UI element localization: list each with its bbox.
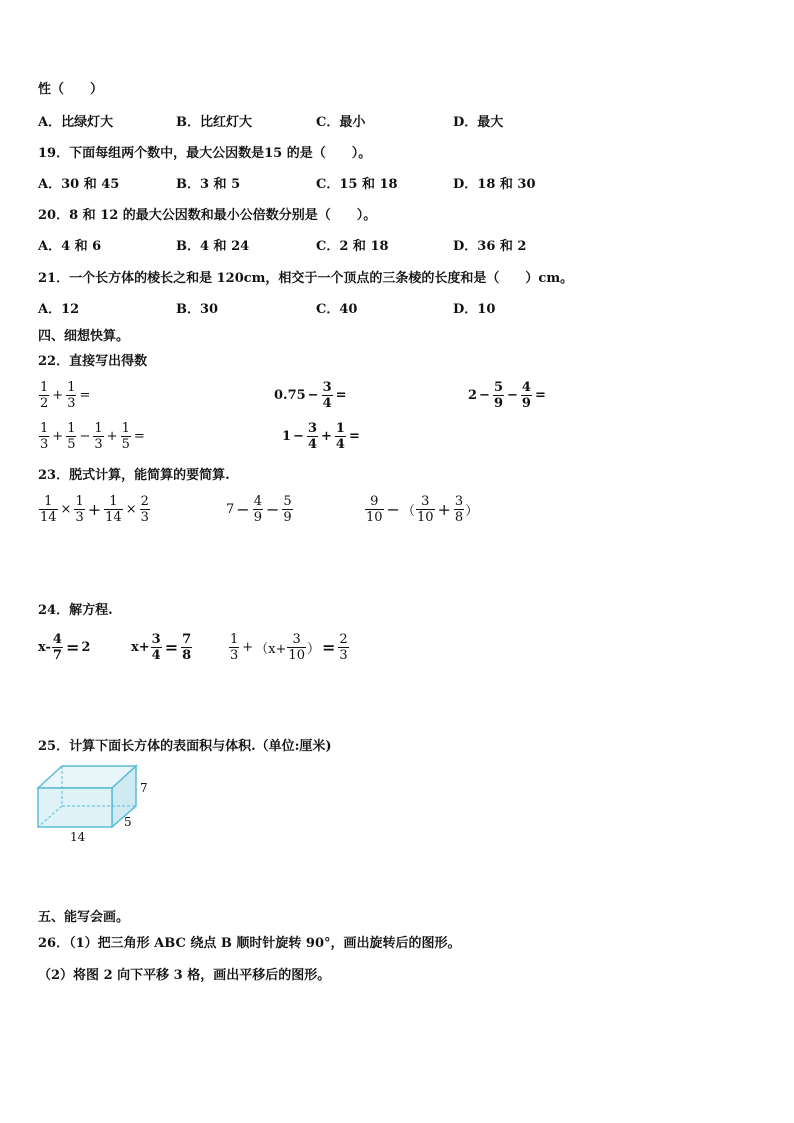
fraction [229, 632, 239, 663]
q23-expr-3 [364, 494, 478, 525]
q21-option-d: D．10 [453, 302, 496, 317]
number: 0.75 [274, 388, 306, 403]
operator: − [507, 388, 518, 403]
operator: = [335, 388, 347, 403]
operator: = [164, 638, 179, 657]
operator: × [125, 502, 137, 517]
operator: = [321, 638, 336, 657]
operator: − [479, 388, 490, 403]
denominator: 10 [366, 510, 383, 525]
fraction [335, 421, 346, 452]
q22-expr-2 [274, 380, 349, 411]
operator: + [87, 500, 102, 519]
numerator: 1 [40, 380, 49, 395]
operator: − [307, 388, 319, 403]
q19-option-d: D．18 和 30 [453, 177, 536, 192]
denominator: 5 [67, 437, 76, 452]
q21-option-a: A．12 [38, 302, 80, 317]
fraction [140, 494, 150, 525]
fraction [39, 380, 49, 411]
numerator: 3 [322, 380, 332, 395]
fraction [338, 632, 348, 663]
numerator: 2 [339, 632, 348, 647]
operator: + [52, 429, 64, 444]
denominator: 9 [521, 396, 531, 411]
fraction [282, 494, 292, 525]
denominator: 4 [322, 396, 332, 411]
fraction [52, 632, 63, 663]
q24-text: 24．解方程. [38, 603, 113, 618]
numerator: 1 [94, 421, 103, 436]
numerator: 1 [109, 494, 118, 509]
fraction [253, 494, 263, 525]
denominator: 3 [67, 396, 76, 411]
q19-option-a: A．30 和 45 [38, 177, 120, 192]
q22-expr-5 [282, 421, 362, 452]
q24-eq-2 [131, 632, 193, 663]
q24-eq-3 [228, 632, 350, 663]
numerator: 3 [421, 494, 430, 509]
fraction [66, 421, 76, 452]
fraction [365, 494, 384, 525]
denominator: 4 [307, 437, 317, 452]
number: 7 [226, 502, 235, 517]
denominator: 9 [493, 396, 503, 411]
q26-part-1: 26．（1）把三角形 ABC 绕点 B 顺时针旋转 90°，画出旋转后的图形。 [38, 936, 461, 951]
denominator: 5 [121, 437, 130, 452]
q21-text: 21．一个长方体的棱长之和是 120cm，相交于一个顶点的三条棱的长度和是（ ）cm。 [38, 271, 574, 286]
operator: = [65, 638, 80, 657]
q20-option-d: D．36 和 2 [453, 239, 527, 254]
numerator: 9 [370, 494, 379, 509]
operator: − [236, 500, 250, 519]
denominator: 14 [105, 510, 122, 525]
q20-option-b: B．4 和 24 [176, 239, 250, 254]
q19-option-b: B．3 和 5 [176, 177, 241, 192]
var: x+ [131, 640, 150, 655]
cuboid-front-face [38, 788, 112, 827]
numerator: 1 [230, 632, 239, 647]
operator: = [348, 429, 360, 444]
denominator: 4 [151, 648, 161, 663]
fraction [322, 380, 333, 411]
operator: − [265, 500, 280, 519]
denominator: 14 [40, 510, 57, 525]
fraction [93, 421, 103, 452]
numerator: 3 [151, 632, 161, 647]
numerator: 1 [121, 421, 130, 436]
q25-text: 25．计算下面长方体的表面积与体积.（单位:厘米) [38, 739, 332, 754]
fraction [121, 421, 131, 452]
q26-part-2: （2）将图 2 向下平移 3 格，画出平移后的图形。 [38, 968, 331, 983]
fraction [39, 421, 49, 452]
numerator: 1 [40, 421, 49, 436]
operator: − [79, 429, 91, 444]
denominator: 8 [182, 648, 192, 663]
q24-eq-1 [38, 632, 90, 663]
q21-option-b: B．30 [176, 302, 219, 317]
fraction [74, 494, 84, 525]
fraction [39, 494, 58, 525]
q19-option-c: C．15 和 18 [316, 177, 398, 192]
number: 2 [468, 388, 478, 403]
q20-text: 20．8 和 12 的最大公因数和最小公倍数分别是（ ）。 [38, 208, 377, 223]
fraction [104, 494, 123, 525]
denominator: 9 [283, 510, 292, 525]
numerator: 5 [283, 494, 292, 509]
denominator: 3 [339, 648, 348, 663]
q21-option-c: C．40 [316, 302, 358, 317]
q22-expr-3 [468, 380, 548, 411]
denominator: 9 [253, 510, 262, 525]
fraction [416, 494, 435, 525]
operator: + [242, 640, 254, 655]
operator: + [52, 388, 64, 403]
q18-tail: 性（ ） [38, 82, 104, 97]
operator: = [534, 388, 546, 403]
fraction [521, 380, 532, 411]
denominator: 2 [40, 396, 49, 411]
numerator: 4 [521, 380, 531, 395]
section-4-heading: 四、细想快算。 [38, 329, 130, 344]
denominator: 3 [140, 510, 149, 525]
denominator: 4 [335, 437, 345, 452]
denominator: 3 [94, 437, 103, 452]
numerator: 1 [335, 421, 345, 436]
numerator: 5 [493, 380, 503, 395]
operator: − [386, 500, 400, 519]
height-label: 7 [140, 781, 148, 795]
cuboid-diagram [30, 760, 160, 846]
fraction [181, 632, 192, 663]
number: 2 [81, 640, 91, 655]
section-5-heading: 五、能写会画。 [38, 910, 130, 925]
q23-expr-1 [38, 494, 151, 525]
denominator: 8 [454, 510, 464, 525]
numerator: 4 [52, 632, 62, 647]
operator: = [133, 429, 145, 444]
denominator: 3 [75, 510, 84, 525]
width-label: 5 [124, 815, 132, 829]
operator: + [321, 429, 332, 444]
fraction [66, 380, 76, 411]
var: x- [38, 640, 51, 655]
denominator: 10 [288, 648, 305, 663]
denominator: 3 [40, 437, 49, 452]
numerator: 1 [44, 494, 53, 509]
q23-text: 23．脱式计算，能简算的要简算. [38, 468, 230, 483]
q23-expr-2 [226, 494, 294, 525]
denominator: 3 [230, 648, 239, 663]
paren: （ [401, 504, 415, 519]
q19-text: 19．下面每组两个数中，最大公因数是15 的是（ ）。 [38, 146, 372, 161]
q18-option-c: C．最小 [316, 115, 366, 130]
numerator: 1 [67, 380, 76, 395]
paren: ） [306, 642, 320, 657]
q22-expr-4 [38, 421, 147, 452]
fraction [493, 380, 504, 411]
numerator: 1 [75, 494, 84, 509]
q20-option-c: C．2 和 18 [316, 239, 389, 254]
denominator: 10 [416, 510, 434, 525]
q22-expr-1 [38, 380, 92, 411]
numerator: 3 [307, 421, 317, 436]
numerator: 3 [292, 632, 301, 647]
length-label: 14 [70, 830, 86, 844]
numerator: 1 [67, 421, 76, 436]
fraction [307, 421, 318, 452]
operator: × [60, 502, 72, 517]
numerator: 2 [140, 494, 149, 509]
operator: − [293, 429, 304, 444]
numerator: 3 [454, 494, 464, 509]
q18-option-a: A．比绿灯大 [38, 115, 114, 130]
numerator: 4 [253, 494, 262, 509]
paren-var: （x+ [255, 642, 287, 657]
numerator: 7 [182, 632, 192, 647]
q22-text: 22．直接写出得数 [38, 354, 148, 369]
operator: + [106, 429, 118, 444]
fraction [454, 494, 464, 525]
fraction [151, 632, 162, 663]
q18-option-b: B．比红灯大 [176, 115, 252, 130]
operator: + [437, 500, 451, 519]
denominator: 7 [52, 648, 62, 663]
operator: = [79, 388, 91, 403]
q20-option-a: A．4 和 6 [38, 239, 102, 254]
fraction [287, 632, 306, 663]
paren: ） [465, 504, 479, 519]
q18-option-d: D．最大 [453, 115, 504, 130]
number: 1 [282, 429, 292, 444]
